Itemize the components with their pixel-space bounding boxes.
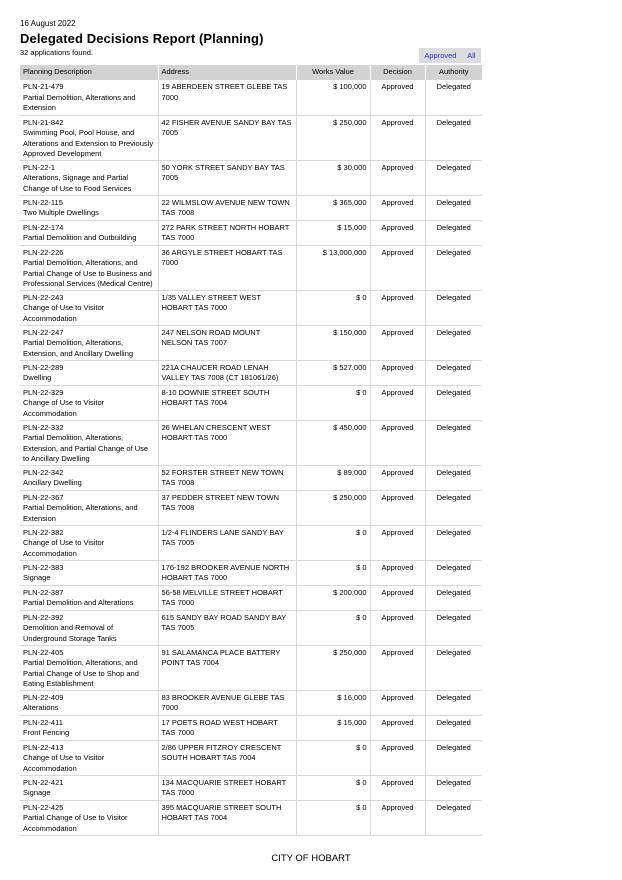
description-cell xyxy=(20,160,158,195)
authority-cell: Delegated xyxy=(425,290,482,325)
application-description: Change of Use to Visitor Accommodation xyxy=(23,398,105,418)
address-cell: 26 WHELAN CRESCENT WEST HOBART TAS 7000 xyxy=(158,420,296,465)
filter-bar xyxy=(419,48,481,63)
address-cell: 19 ABERDEEN STREET GLEBE TAS 7000 xyxy=(158,80,296,115)
application-id: PLN-22-174 xyxy=(23,222,64,232)
table-row xyxy=(20,490,482,525)
address-cell: 395 MACQUARIE STREET SOUTH HOBART TAS 7004 xyxy=(158,800,296,835)
address-cell: 52 FORSTER STREET NEW TOWN TAS 7008 xyxy=(158,465,296,490)
authority-cell: Delegated xyxy=(425,160,482,195)
works-value-cell: $ 0 xyxy=(296,800,370,835)
application-description: Ancillary Dwelling xyxy=(23,478,82,487)
table-row xyxy=(20,690,482,715)
description-cell xyxy=(20,715,158,740)
report-date: 16 August 2022 xyxy=(20,19,76,28)
application-id: PLN-21-479 xyxy=(23,82,64,91)
filter-approved-link[interactable]: Approved xyxy=(424,51,457,60)
authority-cell: Delegated xyxy=(425,80,482,115)
results-count: 32 applications found. xyxy=(20,48,93,57)
decision-cell: Approved xyxy=(370,220,425,245)
decision-cell: Approved xyxy=(370,80,425,115)
authority-cell: Delegated xyxy=(425,690,482,715)
table-row xyxy=(20,360,482,385)
application-description: Partial Demolition, Alterations, and Partial Change of Use to Shop and Eating Establishment xyxy=(23,658,139,688)
address-cell: 134 MACQUARIE STREET HOBART TAS 7000 xyxy=(158,775,296,800)
authority-cell: Delegated xyxy=(425,560,482,585)
table-row xyxy=(20,80,482,115)
decision-cell: Approved xyxy=(370,245,425,290)
address-cell: 615 SANDY BAY ROAD SANDY BAY TAS 7005 xyxy=(158,610,296,645)
authority-cell: Delegated xyxy=(425,715,482,740)
authority-cell: Delegated xyxy=(425,525,482,560)
works-value-cell: $ 16,000 xyxy=(296,690,370,715)
decision-cell: Approved xyxy=(370,800,425,835)
decision-cell: Approved xyxy=(370,115,425,160)
works-value-cell: $ 15,000 xyxy=(296,220,370,245)
decision-cell: Approved xyxy=(370,690,425,715)
decision-cell: Approved xyxy=(370,420,425,465)
application-description: Alterations xyxy=(23,703,59,712)
works-value-cell: $ 15,000 xyxy=(296,715,370,740)
application-description: Change of Use to Visitor Accommodation xyxy=(23,303,105,323)
decision-cell: Approved xyxy=(370,525,425,560)
description-cell xyxy=(20,245,158,290)
address-cell: 91 SALAMANCA PLACE BATTERY POINT TAS 7004 xyxy=(158,645,296,690)
table-row xyxy=(20,715,482,740)
decision-cell: Approved xyxy=(370,610,425,645)
authority-cell: Delegated xyxy=(425,385,482,420)
table-header-row xyxy=(20,65,482,80)
column-header-description: Planning Description xyxy=(20,65,158,80)
works-value-cell: $ 0 xyxy=(296,385,370,420)
decision-cell: Approved xyxy=(370,160,425,195)
table-row xyxy=(20,560,482,585)
description-cell xyxy=(20,525,158,560)
authority-cell: Delegated xyxy=(425,490,482,525)
application-description: Signage xyxy=(23,573,51,582)
description-cell xyxy=(20,800,158,835)
address-cell: 36 ARGYLE STREET HOBART TAS 7000 xyxy=(158,245,296,290)
table-row xyxy=(20,610,482,645)
application-description: Two Multiple Dwellings xyxy=(23,208,99,217)
application-id: PLN-22-289 xyxy=(23,362,64,372)
authority-cell: Delegated xyxy=(425,115,482,160)
application-id: PLN-22-383 xyxy=(23,562,64,572)
decision-cell: Approved xyxy=(370,585,425,610)
decisions-table xyxy=(20,65,482,836)
works-value-cell: $ 30,000 xyxy=(296,160,370,195)
address-cell: 56-58 MELVILLE STREET HOBART TAS 7000 xyxy=(158,585,296,610)
works-value-cell: $ 450,000 xyxy=(296,420,370,465)
authority-cell: Delegated xyxy=(425,610,482,645)
application-description: Alterations, Signage and Partial Change of Use to Food Services xyxy=(23,173,132,193)
application-id: PLN-22-405 xyxy=(23,647,64,657)
application-description: Signage xyxy=(23,788,51,797)
application-id: PLN-22-243 xyxy=(23,292,64,302)
address-cell: 17 POETS ROAD WEST HOBART TAS 7000 xyxy=(158,715,296,740)
works-value-cell: $ 0 xyxy=(296,740,370,775)
decision-cell: Approved xyxy=(370,325,425,360)
decision-cell: Approved xyxy=(370,740,425,775)
application-description: Partial Demolition and Outbuilding xyxy=(23,233,137,242)
address-cell: 2/86 UPPER FITZROY CRESCENT SOUTH HOBART TAS 7004 xyxy=(158,740,296,775)
footer-council-name: CITY OF HOBART xyxy=(271,853,351,864)
decision-cell: Approved xyxy=(370,775,425,800)
address-cell: 221A CHAUCER ROAD LENAH VALLEY TAS 7008 (CT 181061/26) xyxy=(158,360,296,385)
application-id: PLN-22-411 xyxy=(23,717,63,727)
authority-cell: Delegated xyxy=(425,360,482,385)
application-id: PLN-21-842 xyxy=(23,117,64,127)
application-description: Front Fencing xyxy=(23,728,70,737)
address-cell: 83 BROOKER AVENUE GLEBE TAS 7000 xyxy=(158,690,296,715)
column-header-address: Address xyxy=(158,65,296,80)
description-cell xyxy=(20,80,158,115)
application-id: PLN-22-342 xyxy=(23,467,64,477)
application-description: Partial Demolition, Alterations, and Partial Change of Use to Business and Professional Services (Medical Centre) xyxy=(23,258,153,288)
works-value-cell: $ 150,000 xyxy=(296,325,370,360)
application-id: PLN-22-382 xyxy=(23,527,64,537)
table-row xyxy=(20,645,482,690)
address-cell: 37 PEDDER STREET NEW TOWN TAS 7008 xyxy=(158,490,296,525)
authority-cell: Delegated xyxy=(425,740,482,775)
table-row xyxy=(20,325,482,360)
address-cell: 272 PARK STREET NORTH HOBART TAS 7000 xyxy=(158,220,296,245)
application-description: Partial Demolition and Alterations xyxy=(23,598,134,607)
description-cell xyxy=(20,690,158,715)
table-row xyxy=(20,245,482,290)
works-value-cell: $ 0 xyxy=(296,610,370,645)
works-value-cell: $ 0 xyxy=(296,290,370,325)
table-row xyxy=(20,195,482,220)
decision-cell: Approved xyxy=(370,645,425,690)
table-row xyxy=(20,525,482,560)
authority-cell: Delegated xyxy=(425,220,482,245)
application-id: PLN-22-425 xyxy=(23,802,64,812)
address-cell: 1/35 VALLEY STREET WEST HOBART TAS 7000 xyxy=(158,290,296,325)
decision-cell: Approved xyxy=(370,290,425,325)
description-cell xyxy=(20,420,158,465)
description-cell xyxy=(20,585,158,610)
application-id: PLN-22-115 xyxy=(23,197,63,207)
address-cell: 176-192 BROOKER AVENUE NORTH HOBART TAS 7000 xyxy=(158,560,296,585)
address-cell: 42 FISHER AVENUE SANDY BAY TAS 7005 xyxy=(158,115,296,160)
application-description: Partial Demolition, Alterations, Extension, and Partial Change of Use to Ancillary Dwelling xyxy=(23,433,149,463)
works-value-cell: $ 250,000 xyxy=(296,645,370,690)
authority-cell: Delegated xyxy=(425,420,482,465)
decision-cell: Approved xyxy=(370,360,425,385)
works-value-cell: $ 365,000 xyxy=(296,195,370,220)
column-header-works-value: Works Value xyxy=(296,65,370,80)
page-title: Delegated Decisions Report (Planning) xyxy=(20,31,264,46)
application-description: Demolition and Removal of Underground Storage Tanks xyxy=(23,623,117,643)
application-description: Partial Demolition, Alterations, and Extension xyxy=(23,503,138,523)
application-id: PLN-22-226 xyxy=(23,247,64,257)
table-row xyxy=(20,385,482,420)
application-description: Partial Demolition, Alterations and Extension xyxy=(23,92,136,112)
table-row xyxy=(20,585,482,610)
decision-cell: Approved xyxy=(370,715,425,740)
authority-cell: Delegated xyxy=(425,195,482,220)
column-header-authority: Authority xyxy=(425,65,482,80)
description-cell xyxy=(20,360,158,385)
description-cell xyxy=(20,290,158,325)
works-value-cell: $ 200,000 xyxy=(296,585,370,610)
description-cell xyxy=(20,610,158,645)
application-id: PLN-22-409 xyxy=(23,692,64,702)
decision-cell: Approved xyxy=(370,465,425,490)
table-row xyxy=(20,420,482,465)
address-cell: 247 NELSON ROAD MOUNT NELSON TAS 7007 xyxy=(158,325,296,360)
decision-cell: Approved xyxy=(370,385,425,420)
description-cell xyxy=(20,385,158,420)
authority-cell: Delegated xyxy=(425,465,482,490)
table-row xyxy=(20,465,482,490)
application-description: Partial Demolition, Alterations, Extension, and Ancillary Dwelling xyxy=(23,338,134,358)
table-row xyxy=(20,740,482,775)
filter-all-link[interactable]: All xyxy=(467,51,476,60)
application-id: PLN-22-367 xyxy=(23,492,64,502)
works-value-cell: $ 250,000 xyxy=(296,115,370,160)
table-row xyxy=(20,800,482,835)
application-id: PLN-22-421 xyxy=(23,777,64,787)
description-cell xyxy=(20,465,158,490)
column-header-decision: Decision xyxy=(370,65,425,80)
application-id: PLN-22-332 xyxy=(23,422,64,432)
decision-cell: Approved xyxy=(370,195,425,220)
description-cell xyxy=(20,740,158,775)
authority-cell: Delegated xyxy=(425,245,482,290)
application-id: PLN-22-413 xyxy=(23,742,64,752)
decision-cell: Approved xyxy=(370,560,425,585)
decision-cell: Approved xyxy=(370,490,425,525)
table-row xyxy=(20,160,482,195)
application-description: Swimming Pool, Pool House, and Alterations and Extension to Previously Approved Development xyxy=(23,128,154,158)
works-value-cell: $ 0 xyxy=(296,560,370,585)
authority-cell: Delegated xyxy=(425,775,482,800)
works-value-cell: $ 0 xyxy=(296,525,370,560)
address-cell: 50 YORK STREET SANDY BAY TAS 7005 xyxy=(158,160,296,195)
table-row xyxy=(20,220,482,245)
authority-cell: Delegated xyxy=(425,645,482,690)
description-cell xyxy=(20,775,158,800)
address-cell: 8-10 DOWNIE STREET SOUTH HOBART TAS 7004 xyxy=(158,385,296,420)
works-value-cell: $ 89,000 xyxy=(296,465,370,490)
authority-cell: Delegated xyxy=(425,325,482,360)
application-id: PLN-22-1 xyxy=(23,162,56,172)
authority-cell: Delegated xyxy=(425,800,482,835)
table-row xyxy=(20,775,482,800)
description-cell xyxy=(20,195,158,220)
address-cell: 1/2-4 FLINDERS LANE SANDY BAY TAS 7005 xyxy=(158,525,296,560)
description-cell xyxy=(20,220,158,245)
description-cell xyxy=(20,325,158,360)
application-id: PLN-22-247 xyxy=(23,327,64,337)
authority-cell: Delegated xyxy=(425,585,482,610)
application-description: Partial Change of Use to Visitor Accommodation xyxy=(23,813,128,833)
table-row xyxy=(20,115,482,160)
address-cell: 22 WILMSLOW AVENUE NEW TOWN TAS 7008 xyxy=(158,195,296,220)
works-value-cell: $ 13,000,000 xyxy=(296,245,370,290)
works-value-cell: $ 527,000 xyxy=(296,360,370,385)
works-value-cell: $ 250,000 xyxy=(296,490,370,525)
description-cell xyxy=(20,645,158,690)
table-row xyxy=(20,290,482,325)
application-id: PLN-22-387 xyxy=(23,587,64,597)
works-value-cell: $ 0 xyxy=(296,775,370,800)
works-value-cell: $ 100,000 xyxy=(296,80,370,115)
application-description: Change of Use to Visitor Accommodation xyxy=(23,538,105,558)
application-description: Dwelling xyxy=(23,373,52,382)
application-id: PLN-22-329 xyxy=(23,387,64,397)
application-description: Change of Use to Visitor Accommodation xyxy=(23,753,105,773)
description-cell xyxy=(20,490,158,525)
description-cell xyxy=(20,115,158,160)
application-id: PLN-22-392 xyxy=(23,612,64,622)
description-cell xyxy=(20,560,158,585)
